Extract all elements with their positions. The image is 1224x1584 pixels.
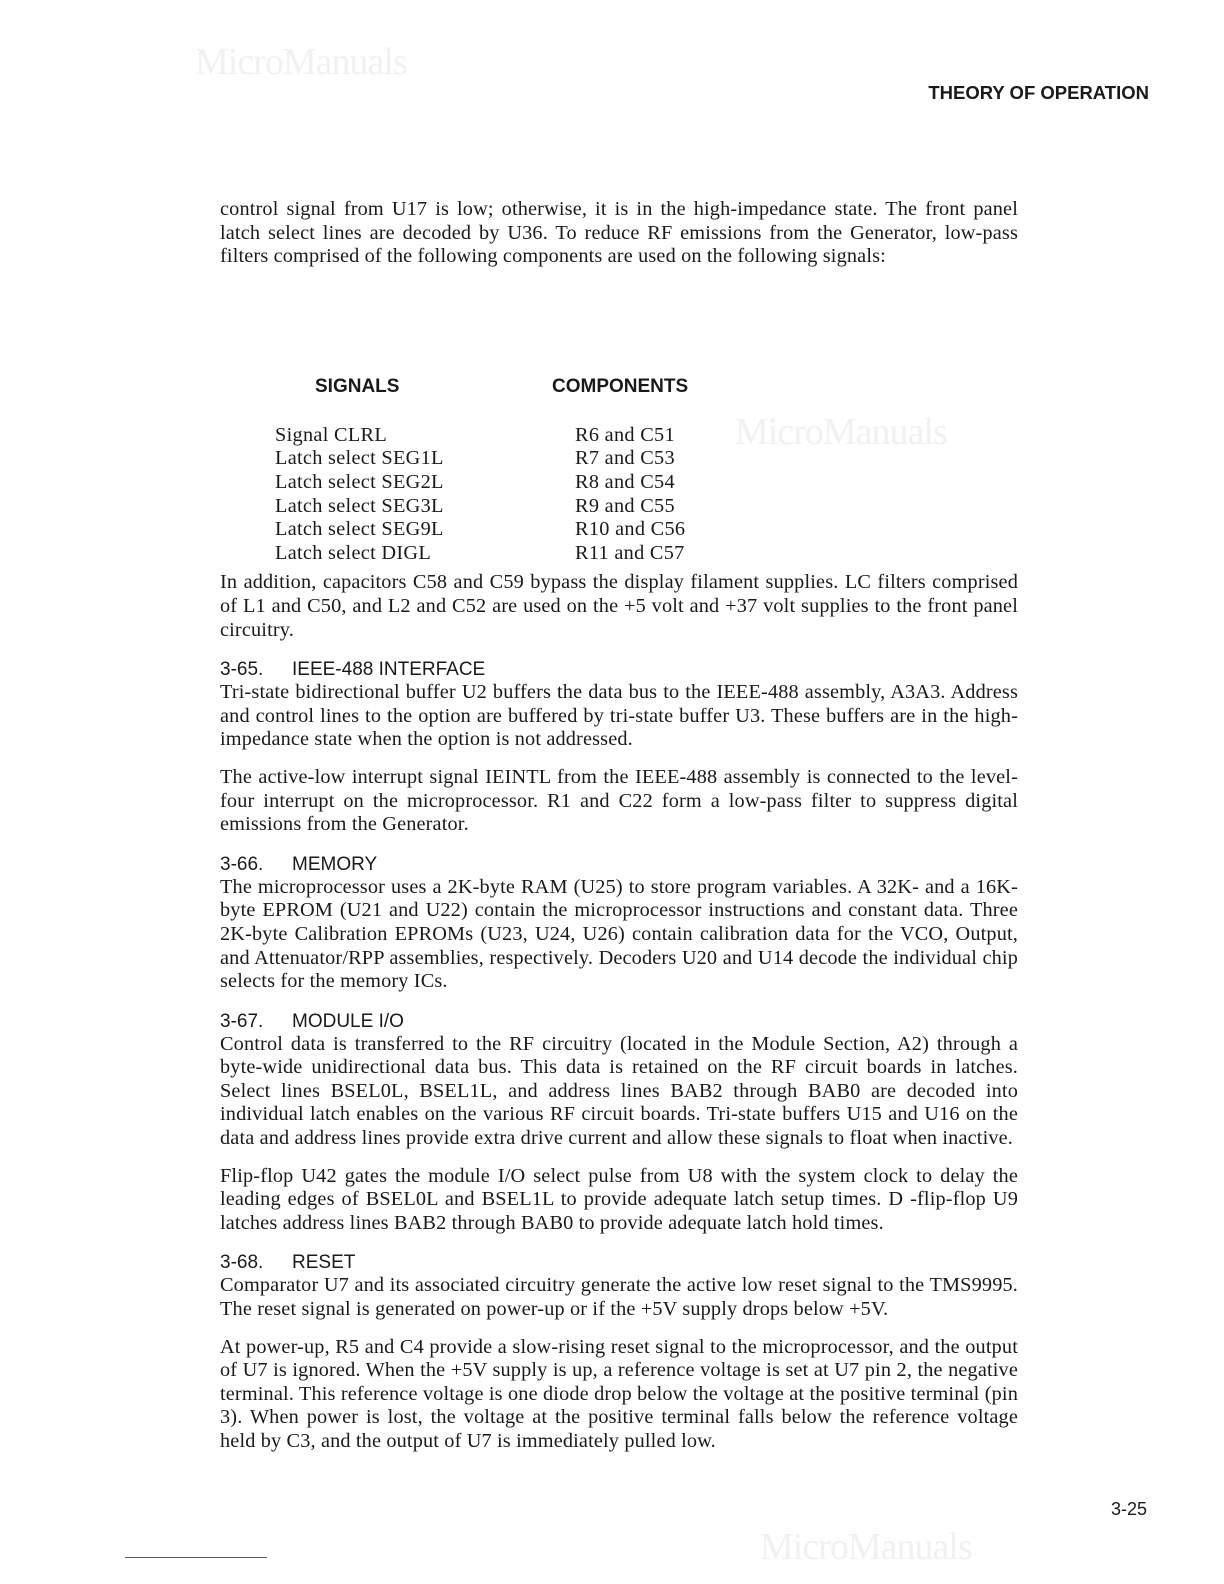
- section-title: MODULE I/O: [292, 1010, 404, 1032]
- section-heading: [220, 1010, 1018, 1033]
- intro-paragraph: control signal from U17 is low; otherwise, it is in the high-impedance state. The front panel latch select lines are decoded by U36. To reduce RF emissions from the Generator, low-pass filters comprised of the following components are used on the following signals:: [220, 198, 1018, 268]
- section-number: 3-65.: [220, 659, 264, 681]
- table-cell-component: R11 and C57: [575, 541, 685, 564]
- section-title: IEEE-488 INTERFACE: [292, 659, 486, 681]
- watermark: MicroManuals: [195, 41, 407, 83]
- table-cell-signal: Latch select SEG3L: [275, 494, 444, 517]
- section-heading: [220, 853, 1018, 876]
- section-paragraph: Comparator U7 and its associated circuitry generate the active low reset signal to the TMS9995. The reset signal is generated on power-up or if the +5V supply drops below +5V.: [220, 1274, 1018, 1321]
- signal-component-table: [220, 281, 1018, 564]
- table-cell-signal: Latch select SEG9L: [275, 518, 444, 541]
- section-paragraph: The microprocessor uses a 2K-byte RAM (U25) to store program variables. A 32K- and a 16K-byte EPROM (U21 and U22) contain the microprocessor instructions and constant data. Three 2K-byte Calibration EPROMs (U23, U24, U26) contain calibration data for the VCO, Output, and Attenuator/RPP assemblies, respectively. Decoders U20 and U14 decode the individual chip selects for the memory ICs.: [220, 875, 1018, 993]
- section-heading: [220, 658, 1018, 681]
- section-title: MEMORY: [292, 853, 378, 875]
- watermark: MicroManuals: [735, 411, 947, 453]
- section-number: 3-67.: [220, 1010, 264, 1032]
- section-paragraph: Control data is transferred to the RF circuitry (located in the Module Section, A2) through a byte-wide unidirectional data bus. This data is retained on the RF circuit boards in latches. Select lines BSEL0L, BSEL1L, and address lines BAB2 through BAB0 are decoded into individual latch enables on the various RF circuit boards. Tri-state buffers U15 and U16 on the data and address lines provide extra drive current and allow these signals to float when inactive.: [220, 1032, 1018, 1150]
- section-number: 3-68.: [220, 1252, 264, 1274]
- watermark: MicroManuals: [760, 1526, 972, 1568]
- page-body: [220, 198, 1018, 1454]
- section-number: 3-66.: [220, 853, 264, 875]
- table-cell-component: R6 and C51: [575, 423, 675, 446]
- section-paragraph: Flip-flop U42 gates the module I/O select pulse from U8 with the system clock to delay the leading edges of BSEL0L and BSEL1L to provide adequate latch setup times. D -flip-flop U9 latches address lines BAB2 through BAB0 to provide adequate latch hold times.: [220, 1164, 1018, 1234]
- section-heading: [220, 1251, 1018, 1274]
- table-cell-component: R10 and C56: [575, 518, 686, 541]
- section-paragraph: The active-low interrupt signal IEINTL from the IEEE-488 assembly is connected to the level-four interrupt on the microprocessor. R1 and C22 form a low-pass filter to suppress digital emissions from the Generator.: [220, 765, 1018, 836]
- addition-paragraph: In addition, capacitors C58 and C59 bypass the display filament supplies. LC filters comprised of L1 and C50, and L2 and C52 are used on the +5 volt and +37 volt supplies to the front panel circuitry.: [220, 571, 1018, 641]
- running-header: THEORY OF OPERATION: [928, 82, 1149, 103]
- section-title: RESET: [292, 1252, 356, 1274]
- table-cell-signal: Latch select DIGL: [275, 541, 432, 564]
- section-paragraph: At power-up, R5 and C4 provide a slow-rising reset signal to the microprocessor, and the output of U7 is ignored. When the +5V supply is up, a reference voltage is set at U7 pin 2, the negative terminal. This reference voltage is one diode drop below the voltage at the positive terminal (pin 3). When power is lost, the voltage at the positive terminal falls below the reference voltage held by C3, and the output of U7 is immediately pulled low.: [220, 1335, 1018, 1452]
- table-header-components: COMPONENTS: [552, 375, 689, 397]
- table-cell-component: R7 and C53: [575, 447, 675, 470]
- page-number: 3-25: [1110, 1499, 1147, 1519]
- section-paragraph: Tri-state bidirectional buffer U2 buffers the data bus to the IEEE-488 assembly, A3A3. Address and control lines to the option are buffered by tri-state buffer U3. These buffers are in the high-impedance state when the option is not addressed.: [220, 681, 1018, 751]
- table-cell-signal: Latch select SEG2L: [275, 470, 444, 493]
- table-cell-component: R8 and C54: [575, 470, 675, 493]
- table-cell-component: R9 and C55: [575, 494, 675, 517]
- table-cell-signal: Latch select SEG1L: [275, 447, 444, 470]
- table-header-signals: SIGNALS: [315, 375, 400, 397]
- footer-divider: [125, 1557, 267, 1558]
- table-cell-signal: Signal CLRL: [275, 423, 388, 446]
